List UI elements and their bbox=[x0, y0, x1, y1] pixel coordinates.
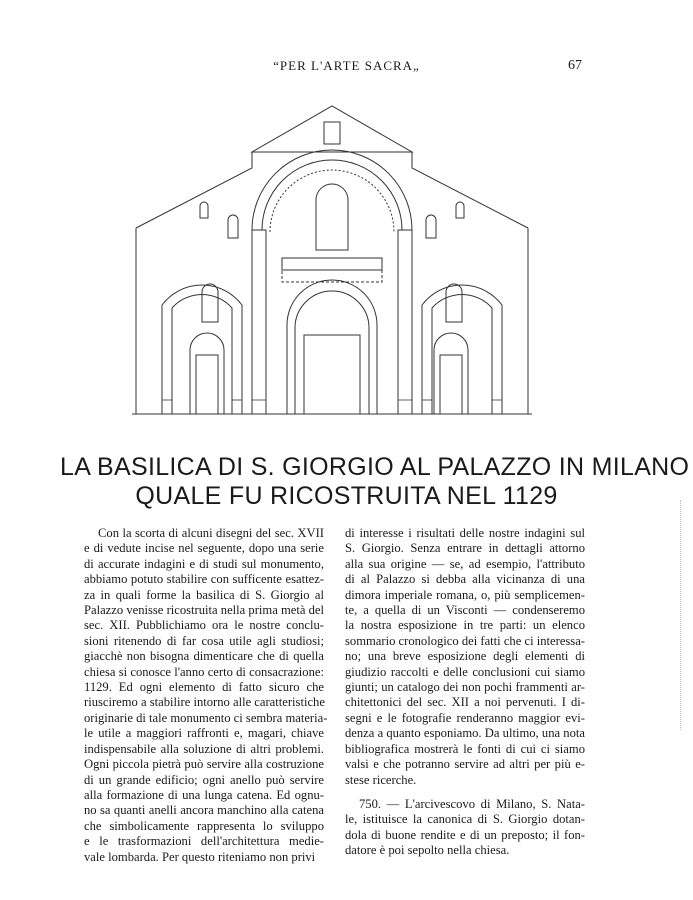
text-line: no; una breve esposizione degli elementi di bbox=[345, 649, 585, 664]
left-column bbox=[84, 526, 328, 865]
text-line: le utile a maggiori raffronti e, magari, chiave bbox=[84, 726, 324, 741]
text-line: segni e le fotografie renderanno maggior evi- bbox=[345, 710, 585, 725]
text-line: chitettonici del sec. XII a noi pervenuti. I di- bbox=[345, 695, 585, 710]
paragraph-gap bbox=[345, 788, 585, 797]
text-line: bibliografica mostrerà le fonti di cui ci siamo bbox=[345, 741, 585, 756]
text-line: Con la scorta di alcuni disegni del sec. XVII bbox=[98, 526, 324, 540]
text-line: le, istituisce la canonica di S. Giorgio dotan- bbox=[345, 812, 585, 827]
text-line: giudizio raccolti e delle conclusioni cui siamo bbox=[345, 664, 585, 679]
text-line: Ogni piccola pietrà può servire alla costruzione bbox=[84, 757, 324, 772]
text-line: dimora imperiale romana, o, più semplicemen- bbox=[345, 587, 585, 602]
text-line: denza a quanto esponiamo. Da ultimo, una nota bbox=[345, 726, 585, 741]
text-line: 750. — L'arcivescovo di Milano, S. Nata- bbox=[359, 796, 585, 811]
text-line: te, a quella di un Visconti — condenseremo bbox=[345, 603, 585, 618]
text-line: sioni ritenendo di far cosa utile agli studiosi; bbox=[84, 633, 324, 648]
text-line: sec. XII. Pubblichiamo ora le nostre conclu- bbox=[84, 618, 324, 633]
article-title-line-1: LA BASILICA DI S. GIORGIO AL PALAZZO IN MILANO bbox=[60, 453, 690, 481]
text-line: giunti; un catalogo dei non pochi frammenti ar- bbox=[345, 680, 585, 695]
text-line: vale lombarda. Per questo riteniamo non privi bbox=[84, 849, 316, 864]
text-line: abbiamo potuto stabilire con sufficente esattez- bbox=[84, 572, 324, 587]
text-line: za in quali forme la basilica di S. Giorgio al bbox=[84, 587, 324, 602]
text-line: giacchè non bisogna dimenticare che di quella bbox=[84, 649, 324, 664]
text-line: la nostra esposizione in tre parti: un elenco bbox=[345, 618, 585, 633]
right-column bbox=[345, 526, 585, 859]
text-line: di al Palazzo si debba alla vicinanza di una bbox=[345, 572, 585, 587]
text-line: di un grande edificio; ogni anello può servire bbox=[84, 772, 324, 787]
text-line: valsi e che potranno servire ad altri per più e- bbox=[345, 757, 585, 772]
text-line: e le trasformazioni dell'architettura medie- bbox=[84, 834, 324, 849]
text-line: alla formazione di una lunga catena. Ed ognu- bbox=[84, 787, 324, 802]
text-line: e di vedute incise nel seguente, dopo una serie bbox=[84, 541, 324, 556]
page-number: 67 bbox=[568, 58, 582, 73]
text-line: di interesse i risultati delle nostre indagini sul bbox=[345, 526, 585, 540]
article-title-line-2: QUALE FU RICOSTRUITA NEL 1129 bbox=[135, 482, 558, 510]
basilica-facade-drawing bbox=[132, 100, 532, 420]
page-edge-marks bbox=[680, 500, 691, 730]
text-line: datore è poi sepolto nella chiesa. bbox=[345, 843, 510, 858]
running-title: “PER L'ARTE SACRA„ bbox=[273, 58, 420, 73]
text-line: alla sua origine — se, ad esempio, l'attributo bbox=[345, 556, 585, 571]
text-line: Palazzo venisse ricostruita nella prima metà del bbox=[84, 603, 324, 618]
text-line: dola di buone rendite e di un preposto; il fon- bbox=[345, 827, 585, 842]
text-line: che simbolicamente rappresenta lo sviluppo bbox=[84, 818, 324, 833]
text-line: 1129. Ed ogni elemento di fatto sicuro che bbox=[84, 680, 324, 695]
text-line: sommario cronologico dei fatti che ci interessa- bbox=[345, 633, 585, 648]
text-line: indispensabile alla soluzione di altri problemi. bbox=[84, 741, 324, 756]
text-line: originarie di tale monumento ci sembra materia- bbox=[84, 710, 328, 725]
text-line: stese ricerche. bbox=[345, 772, 417, 787]
text-line: di accurate indagini e di studi sul monumento, bbox=[84, 556, 324, 571]
text-line: chiesa si conosce l'anno certo di consacrazione: bbox=[84, 664, 324, 679]
text-line: riusciremo a stabilire intorno alle caratteristiche bbox=[84, 695, 325, 710]
text-line: no sa quanti anelli ancora manchino alla catena bbox=[84, 803, 324, 818]
text-line: S. Giorgio. Senza entrare in dettagli attorno bbox=[345, 541, 585, 556]
